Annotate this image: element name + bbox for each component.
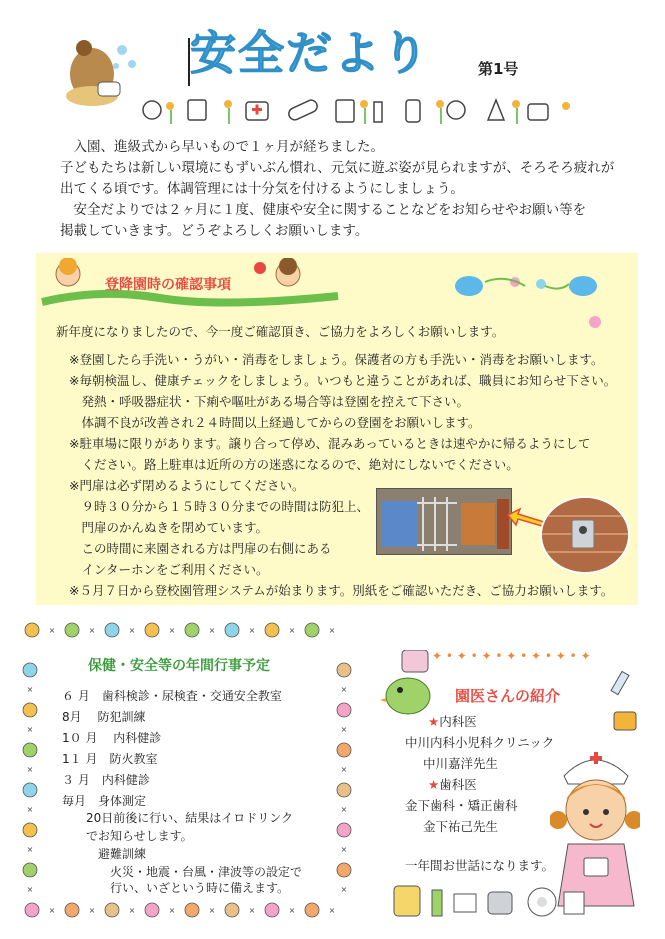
- medicine-items-decoration: [392, 880, 592, 920]
- svg-text:×: ×: [88, 626, 96, 635]
- svg-text:×: ×: [128, 906, 136, 915]
- schedule-item: 毎月 身体測定: [62, 794, 147, 808]
- svg-text:×: ×: [248, 626, 256, 635]
- notice-line: インターホンをご利用ください。: [69, 562, 269, 577]
- svg-text:×: ×: [340, 765, 348, 774]
- star-dot-border: [432, 648, 602, 664]
- doctor-category: [428, 774, 477, 795]
- svg-text:×: ×: [340, 685, 348, 694]
- svg-text:×: ×: [26, 805, 34, 814]
- intro-line: 入園、進級式から早いもので１ヶ月が経ちました。: [60, 139, 384, 155]
- svg-text:×: ×: [26, 725, 34, 734]
- svg-text:×: ×: [248, 906, 256, 915]
- svg-text:×: ×: [128, 626, 136, 635]
- schedule-item: 20日前後に行い、結果はイロドリンク: [62, 811, 294, 825]
- svg-text:×: ×: [168, 626, 176, 635]
- svg-text:×: ×: [208, 626, 216, 635]
- star-icon: ★: [428, 777, 440, 792]
- svg-text:×: ×: [340, 805, 348, 814]
- internal-clinic-name: 中川内科小児科クリニック: [405, 735, 555, 750]
- decorative-icon-strip: [140, 92, 580, 126]
- notice-line: この時間に来園される方は門扉の右側にある: [69, 541, 332, 556]
- schedule-item: 行い、いざという時に備えます。: [62, 881, 290, 895]
- medical-icons: [608, 668, 642, 738]
- intro-line: 掲載していきます。どうぞよろしくお願いします。: [60, 223, 369, 239]
- notice-line: ９時３０分から１５時３０分までの時間は防犯上、: [69, 499, 370, 514]
- schedule-item: ６ 月 歯科検診・尿検査・交通安全教室: [62, 689, 282, 703]
- gate-photo: [376, 488, 512, 555]
- intercom-photo: [540, 496, 630, 574]
- svg-text:×: ×: [340, 845, 348, 854]
- bird-on-jar-illustration: [380, 650, 440, 720]
- intro-line: 出てくる頃です。体調管理には十分気を付けるようにしましょう。: [60, 181, 464, 197]
- svg-text:×: ×: [26, 765, 34, 774]
- notice-line: ※５月７日から登校園管理システムが始まります。別紙をご確認いただき、ご協力お願いします。: [69, 583, 614, 598]
- svg-text:×: ×: [288, 626, 296, 635]
- svg-text:✦ • ✦ • ✦ • ✦ • ✦ • ✦ • ✦: ✦ • ✦ • ✦ • ✦ • ✦ • ✦ • ✦: [432, 649, 591, 663]
- schedule-item: 火災・地震・台風・津波等の設定で: [62, 865, 303, 879]
- schedule-item: ３ 月 内科健診: [62, 773, 150, 787]
- intro-line: 安全だよりでは２ヶ月に１度、健康や安全に関することなどをお知らせやお願い等を: [60, 202, 587, 218]
- svg-text:×: ×: [288, 906, 296, 915]
- notice-line: ※登園したら手洗い・うがい・消毒をしましょう。保護者の方も手洗い・消毒をお願いします。: [69, 352, 604, 367]
- svg-text:×: ×: [340, 885, 348, 894]
- svg-text:×: ×: [340, 725, 348, 734]
- doctor-category: [428, 711, 477, 732]
- schedule-item: 8月 防犯訓練: [62, 710, 146, 724]
- notice-line: ※毎朝検温し、健康チェックをしましょう。いつもと違うことがあれば、職員にお知らせ下さい。: [69, 373, 617, 388]
- notice-line: ください。路上駐車は近所の方の迷惑になるので、絶対にしないでください。: [69, 457, 519, 472]
- svg-text:×: ×: [88, 906, 96, 915]
- intro-line: 子どもたちは新しい環境にもずいぶん慣れ、元気に遊ぶ姿が見られますが、そろそろ疲れが: [60, 160, 615, 176]
- intro-text: [60, 137, 630, 242]
- schedule-item: 1１ 月 防火教室: [62, 752, 158, 766]
- svg-text:×: ×: [48, 626, 56, 635]
- notice-line: 門扉のかんぬきを閉めています。: [69, 520, 269, 535]
- issue-number: 第1号: [478, 60, 519, 78]
- schedule-item: 1０ 月 内科健診: [62, 731, 162, 745]
- svg-text:×: ×: [26, 685, 34, 694]
- notice-line: ※門扉は必ず閉めるようにしてください。: [69, 478, 305, 493]
- dental-doctor-name: 金下祐己先生: [423, 819, 499, 834]
- page-title: 安全だより: [190, 26, 430, 80]
- notice-line: ※駐車場に限りがあります。譲り合って停め、混みあっているときは速やかに帰るようにして: [69, 436, 591, 451]
- svg-text:×: ×: [328, 626, 336, 635]
- svg-text:×: ×: [26, 885, 34, 894]
- section-heading-annual-schedule: 保健・安全等の年間行事予定: [88, 658, 270, 674]
- notice-line: 発熱・呼吸器症状・下痢や嘔吐がある場合等は登園を控えて下さい。: [69, 394, 470, 409]
- mascot-illustration: [62, 36, 142, 108]
- internal-doctor-name: 中川嘉洋先生: [423, 756, 499, 771]
- internal-medicine-label: 内科医: [439, 714, 477, 729]
- pointing-arrow-icon: [506, 506, 546, 528]
- star-icon: ★: [428, 714, 440, 729]
- svg-text:×: ×: [328, 906, 336, 915]
- notice-line: 体調不良が改善され２４時間以上経過してからの登園をお願いします。: [69, 415, 481, 430]
- svg-text:×: ×: [48, 906, 56, 915]
- schedule-item: 避難訓練: [62, 847, 147, 861]
- section-heading-school-doctors: 園医さんの紹介: [455, 687, 561, 705]
- closing-greeting: 一年間お世話になります。: [405, 858, 555, 873]
- svg-text:×: ×: [168, 906, 176, 915]
- dental-label: 歯科医: [439, 777, 477, 792]
- svg-text:×: ×: [208, 906, 216, 915]
- dental-clinic-name: 金下歯科・矯正歯科: [405, 798, 518, 813]
- section-lead-text: 新年度になりましたので、今一度ご確認頂き、ご協力をよろしくお願いします。: [56, 324, 505, 339]
- schedule-item: でお知らせします。: [62, 829, 193, 843]
- svg-text:×: ×: [26, 845, 34, 854]
- section-heading-pickup-dropoff: 登降園時の確認事項: [105, 277, 231, 293]
